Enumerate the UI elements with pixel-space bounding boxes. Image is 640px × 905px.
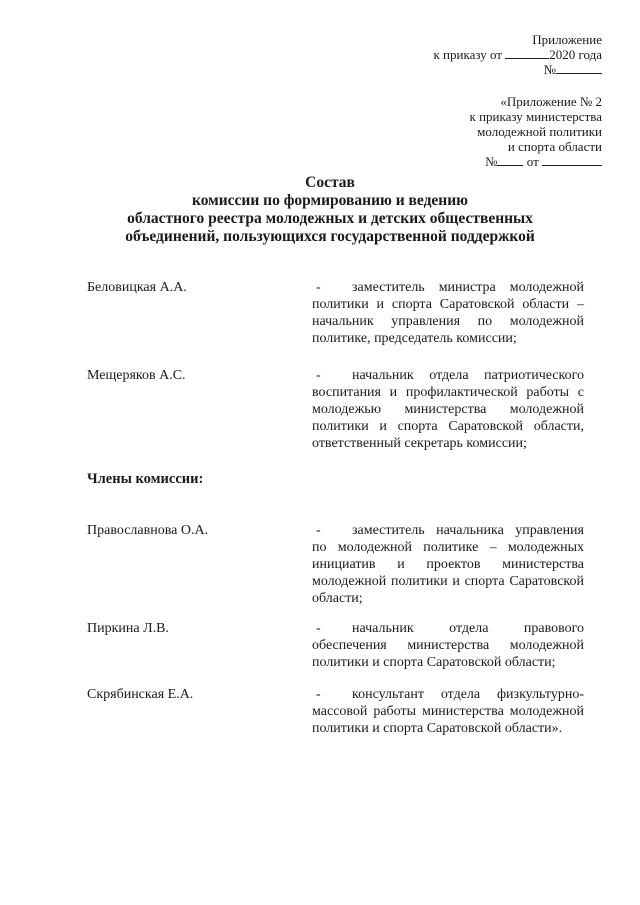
number-blank [556,62,602,74]
member-dash: - [316,523,321,538]
appendix-number: «Приложение № 2 [500,94,602,109]
ref-number-sign: № [485,154,498,169]
member-description: начальник отдела патриотического воспитания и профилактической работы с молодежью министерства молодежной политики и спорта Саратовской области, ответственный секретарь комиссии; [312,368,584,451]
member-description: заместитель начальника управления по молодежной политике – молодежных инициатив и проектов министерства молодежной политики и спорта Саратовской области; [312,523,584,606]
members-heading: Члены комиссии: [87,471,204,487]
order-ref-line [470,154,603,169]
member-description: заместитель министра молодежной политики и спорта Саратовской области – начальник управления по молодежной политике, председатель комиссии; [312,280,584,346]
appendix-label: Приложение [532,32,602,47]
member-dash: - [316,621,321,636]
date-blank [505,47,549,59]
order-date-prefix: к приказу от [433,47,502,62]
title-line-1: Состав [305,174,355,191]
member-dash: - [316,687,321,702]
ministry-name-line: молодежной политики [477,124,602,139]
member-dash: - [316,280,321,295]
ref-date-blank [542,154,602,166]
member-description: консультант отдела физкультурно-массовой работы министерства молодежной политики и спорта Саратовской области». [312,687,584,736]
ministry-sport-line: и спорта области [507,139,602,154]
title-line-2: комиссии по формированию и ведению [191,192,469,209]
ref-number-blank [497,154,523,166]
member-name: Православнова О.А. [87,523,209,538]
member-name: Скрябинская Е.А. [87,687,194,702]
member-name: Пиркина Л.В. [87,621,169,636]
member-dash: - [316,368,321,383]
order-year: 2020 года [549,47,602,62]
title-line-3: областного реестра молодежных и детских общественных [127,210,533,227]
member-name: Беловицкая А.А. [87,280,187,295]
member-description: начальник отдела правового обеспечения министерства молодежной политики и спорта Саратовской области; [312,621,584,670]
appendix-header [433,32,602,77]
document-title [40,174,620,246]
title-line-4: объединений, пользующихся государственной поддержкой [125,228,535,245]
order-number-line [433,62,602,77]
original-appendix-header [470,94,603,169]
order-date-line [433,47,602,62]
ministry-order-line: к приказу министерства [469,109,602,124]
member-name: Мещеряков А.С. [87,368,186,383]
ref-from: от [526,154,539,169]
number-sign: № [543,62,556,77]
